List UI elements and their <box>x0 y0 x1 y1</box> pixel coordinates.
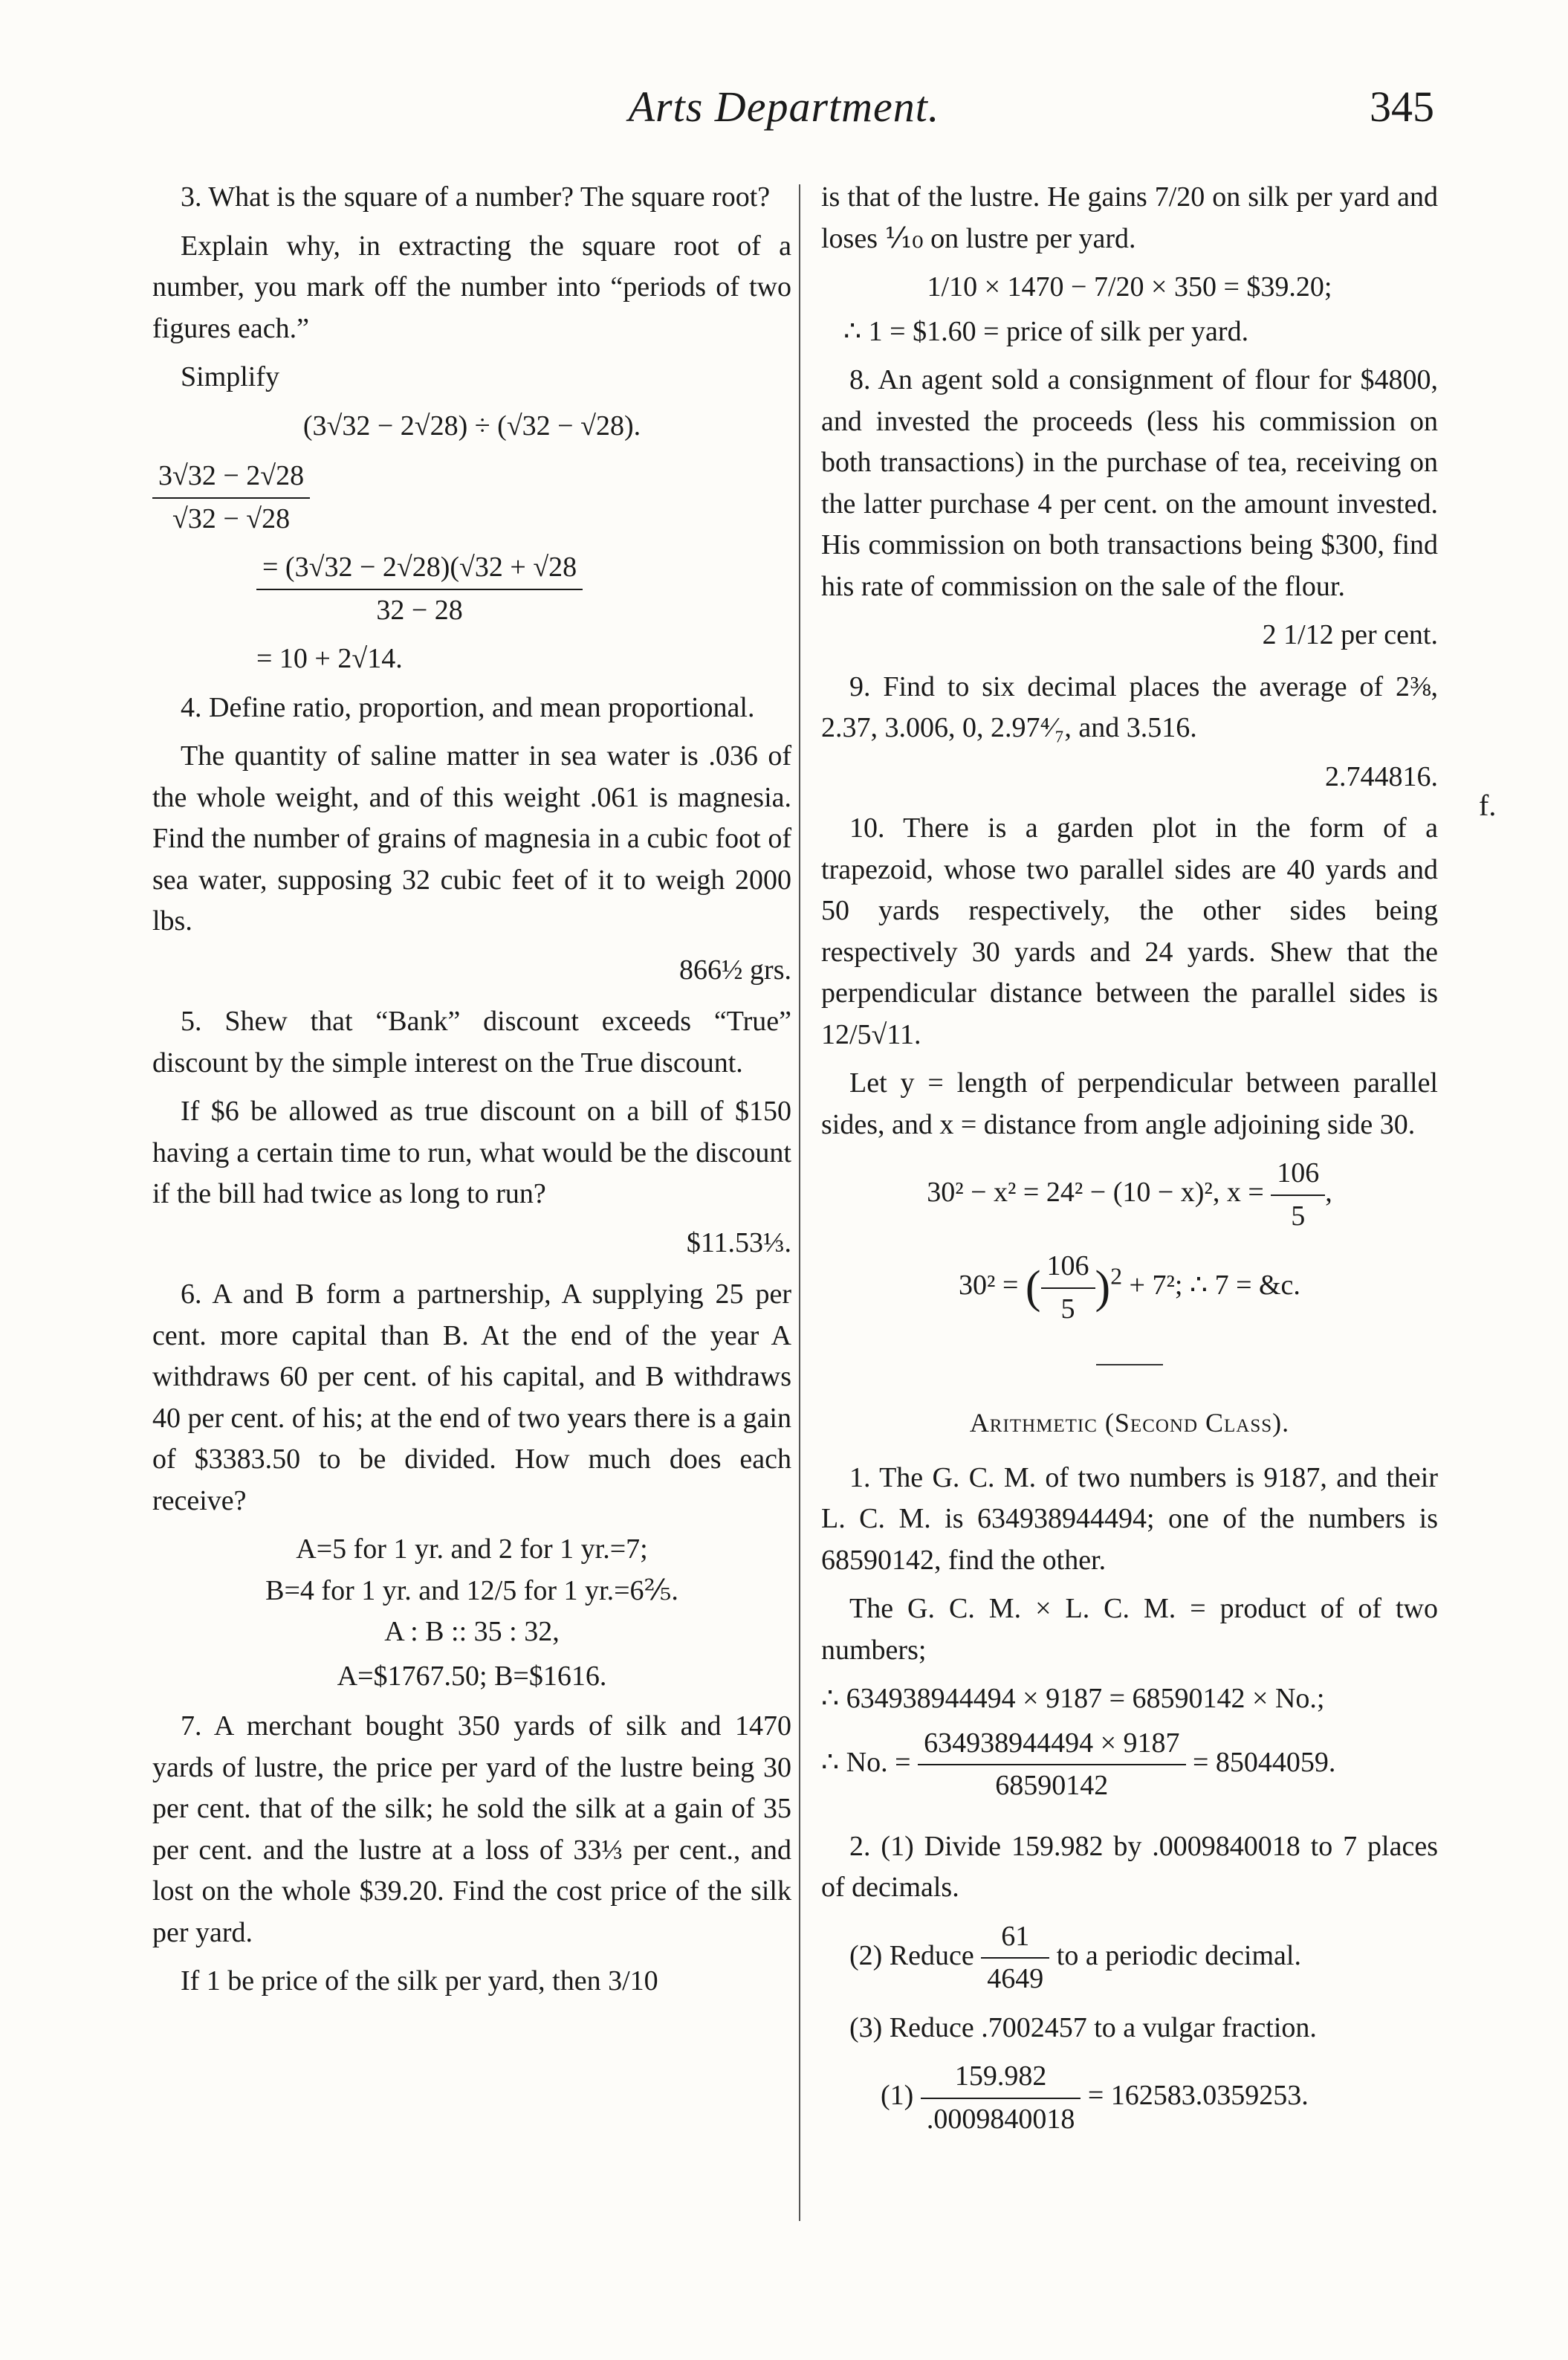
question-6-line-4: A=$1767.50; B=$1616. <box>337 1660 607 1692</box>
question-10-equation-2: 30² = ( $\frac{106}{5}$ )$^2$ + 7²; ∴ 7 = &c. <box>821 1246 1438 1330</box>
question-6-line-3: A : B :: 35 : 32, <box>384 1616 560 1647</box>
question-7-continued: is that of the lustre. He gains 7/20 on silk per yard and loses ⅒ on lustre per yard. <box>821 181 1438 254</box>
fraction-numerator: = (3√32 − 2√28)(√32 + √28 <box>256 547 583 590</box>
section-question-2-answer-1: (1) $\frac{159.982}{.0009840018}$ = 162583.0359253. <box>821 2056 1438 2140</box>
question-5-text: 5. Shew that “Bank” discount exceeds “True” discount by the simple interest on the True discount. <box>152 1006 791 1079</box>
section-question-1-equation-1: ∴ 634938944494 × 9187 = 68590142 × No.; <box>821 1683 1325 1714</box>
question-7-text: 7. A merchant bought 350 yards of silk and 1470 yards of lustre, the price per yard of the lustre being 30 per cent. that of the silk; he sold the silk at a gain of 35 per cent. and the lustre at a loss of 33⅓ per cent., and lost on the whole $39.20. Find the cost price of the silk per yard. <box>152 1710 791 1948</box>
question-6-line-2: B=4 for 1 yr. and 12/5 for 1 yr.=6⅖. <box>265 1574 678 1606</box>
question-4-text: 4. Define ratio, proportion, and mean proportional. <box>181 691 755 723</box>
fraction-denominator: √32 − √28 <box>172 502 291 534</box>
question-10-text: 10. There is a garden plot in the form of a trapezoid, whose two parallel sides are 40 yards and 50 yards respectively, the other sides being respectively 30 yards and 24 yards. Shew that the perpendicular distance between the parallel sides is 12/5√11. <box>821 812 1438 1050</box>
section-divider <box>1096 1364 1163 1365</box>
question-8-answer: 2 1/12 per cent. <box>1262 619 1438 650</box>
question-3-fraction-1 <box>152 456 791 540</box>
section-question-2-part-3: (3) Reduce .7002457 to a vulgar fraction. <box>849 2011 1317 2043</box>
fraction-denominator: 5 <box>1060 1293 1075 1325</box>
running-title: Arts Department. <box>628 83 940 131</box>
question-4-problem: The quantity of saline matter in sea water is .036 of the whole weight, and of this weight .061 is magnesia. Find the number of grains of magnesia in a cubic foot of sea water, supposing 32 cubic feet of it to weigh 2000 lbs. <box>152 740 791 937</box>
question-3-fraction-2 <box>152 547 791 631</box>
question-7-solution-start: If 1 be price of the silk per yard, then 3/10 <box>181 1965 658 1997</box>
running-head <box>0 74 1568 141</box>
fraction-numerator: 634938944494 × 9187 <box>918 1723 1185 1766</box>
fraction-numerator: 3√32 − 2√28 <box>152 456 310 499</box>
question-8-text: 8. An agent sold a consignment of flour for $4800, and invested the proceeds (less his commission on both transactions) in the purchase of tea, receiving on the latter purchase 4 per cent. on the amount invested. His commission on both transactions being $300, find his rate of commission on the sale of the flour. <box>821 364 1438 602</box>
left-column <box>152 177 791 2010</box>
section-question-2-part-2: (2) Reduce $\frac{61}{4649}$ to a periodic decimal. <box>821 1916 1438 2000</box>
question-7-equation-1: 1/10 × 1470 − 7/20 × 350 = $39.20; <box>927 271 1332 303</box>
question-6-line-1: A=5 for 1 yr. and 2 for 1 yr.=7; <box>296 1533 648 1565</box>
question-5-answer: $11.53⅓. <box>686 1226 791 1258</box>
section-question-1-equation-2: ∴ No. = $\frac{634938944494 \times 9187}{68590142}$ = 85044059. <box>821 1723 1438 1807</box>
question-6-text: 6. A and B form a partnership, A supplying 25 per cent. more capital than B. At the end of the year A withdraws 60 per cent. of his capital, and B withdraws 40 per cent. of his; at the end of two years there is a gain of $3383.50 to be divided. How much does each receive? <box>152 1278 791 1516</box>
fraction-denominator: 5 <box>1291 1200 1306 1232</box>
question-3-text: 3. What is the square of a number? The square root? <box>181 181 771 213</box>
question-10-let: Let y = length of perpendicular between parallel sides, and x = distance from angle adjoining side 30. <box>821 1067 1438 1140</box>
page-number: 345 <box>1370 83 1434 131</box>
margin-mark: f. <box>1479 789 1497 822</box>
question-9-text: 9. Find to six decimal places the average of 2⅜, 2.37, 3.006, 0, 2.97⁴⁄₇, and 3.516. <box>821 670 1438 743</box>
question-10-equation-1: 30² − x² = 24² − (10 − x)², x = $\frac{106}{5}$ , <box>821 1153 1438 1237</box>
question-5-problem: If $6 be allowed as true discount on a bill of $150 having a certain time to run, what would be the discount if the bill had twice as long to run? <box>152 1096 791 1209</box>
fraction-numerator: 106 <box>1041 1246 1095 1289</box>
fraction-numerator: 159.982 <box>921 2056 1081 2099</box>
question-7-equation-2: ∴ 1 = $1.60 = price of silk per yard. <box>843 315 1249 347</box>
section-question-2-text: 2. (1) Divide 159.982 by .0009840018 to 7 places of decimals. <box>821 1830 1438 1903</box>
question-3-expression: (3√32 − 2√28) ÷ (√32 − √28). <box>302 410 641 442</box>
right-column <box>821 177 1438 2147</box>
section-question-1-text: 1. The G. C. M. of two numbers is 9187, and their L. C. M. is 634938944494; one of the numbers is 68590142, find the other. <box>821 1461 1438 1576</box>
question-9-answer: 2.744816. <box>1325 760 1438 792</box>
question-4-answer: 866½ grs. <box>679 954 791 986</box>
fraction-numerator: 61 <box>981 1916 1049 1959</box>
fraction-denominator: 4649 <box>987 1963 1044 1994</box>
question-3-explain: Explain why, in extracting the square root of a number, you mark off the number into “periods of two figures each.” <box>152 230 791 344</box>
fraction-denominator: 68590142 <box>995 1770 1109 1801</box>
section-question-1-solution: The G. C. M. × L. C. M. = product of of two numbers; <box>821 1593 1438 1666</box>
section-heading: Arithmetic (Second Class). <box>969 1408 1290 1438</box>
column-rule <box>799 184 800 2221</box>
question-3-simplify: Simplify <box>181 361 280 392</box>
fraction-denominator: .0009840018 <box>926 2103 1075 2135</box>
question-3-result: = 10 + 2√14. <box>256 643 403 674</box>
fraction-numerator: 106 <box>1271 1153 1325 1196</box>
fraction-denominator: 32 − 28 <box>376 594 463 626</box>
